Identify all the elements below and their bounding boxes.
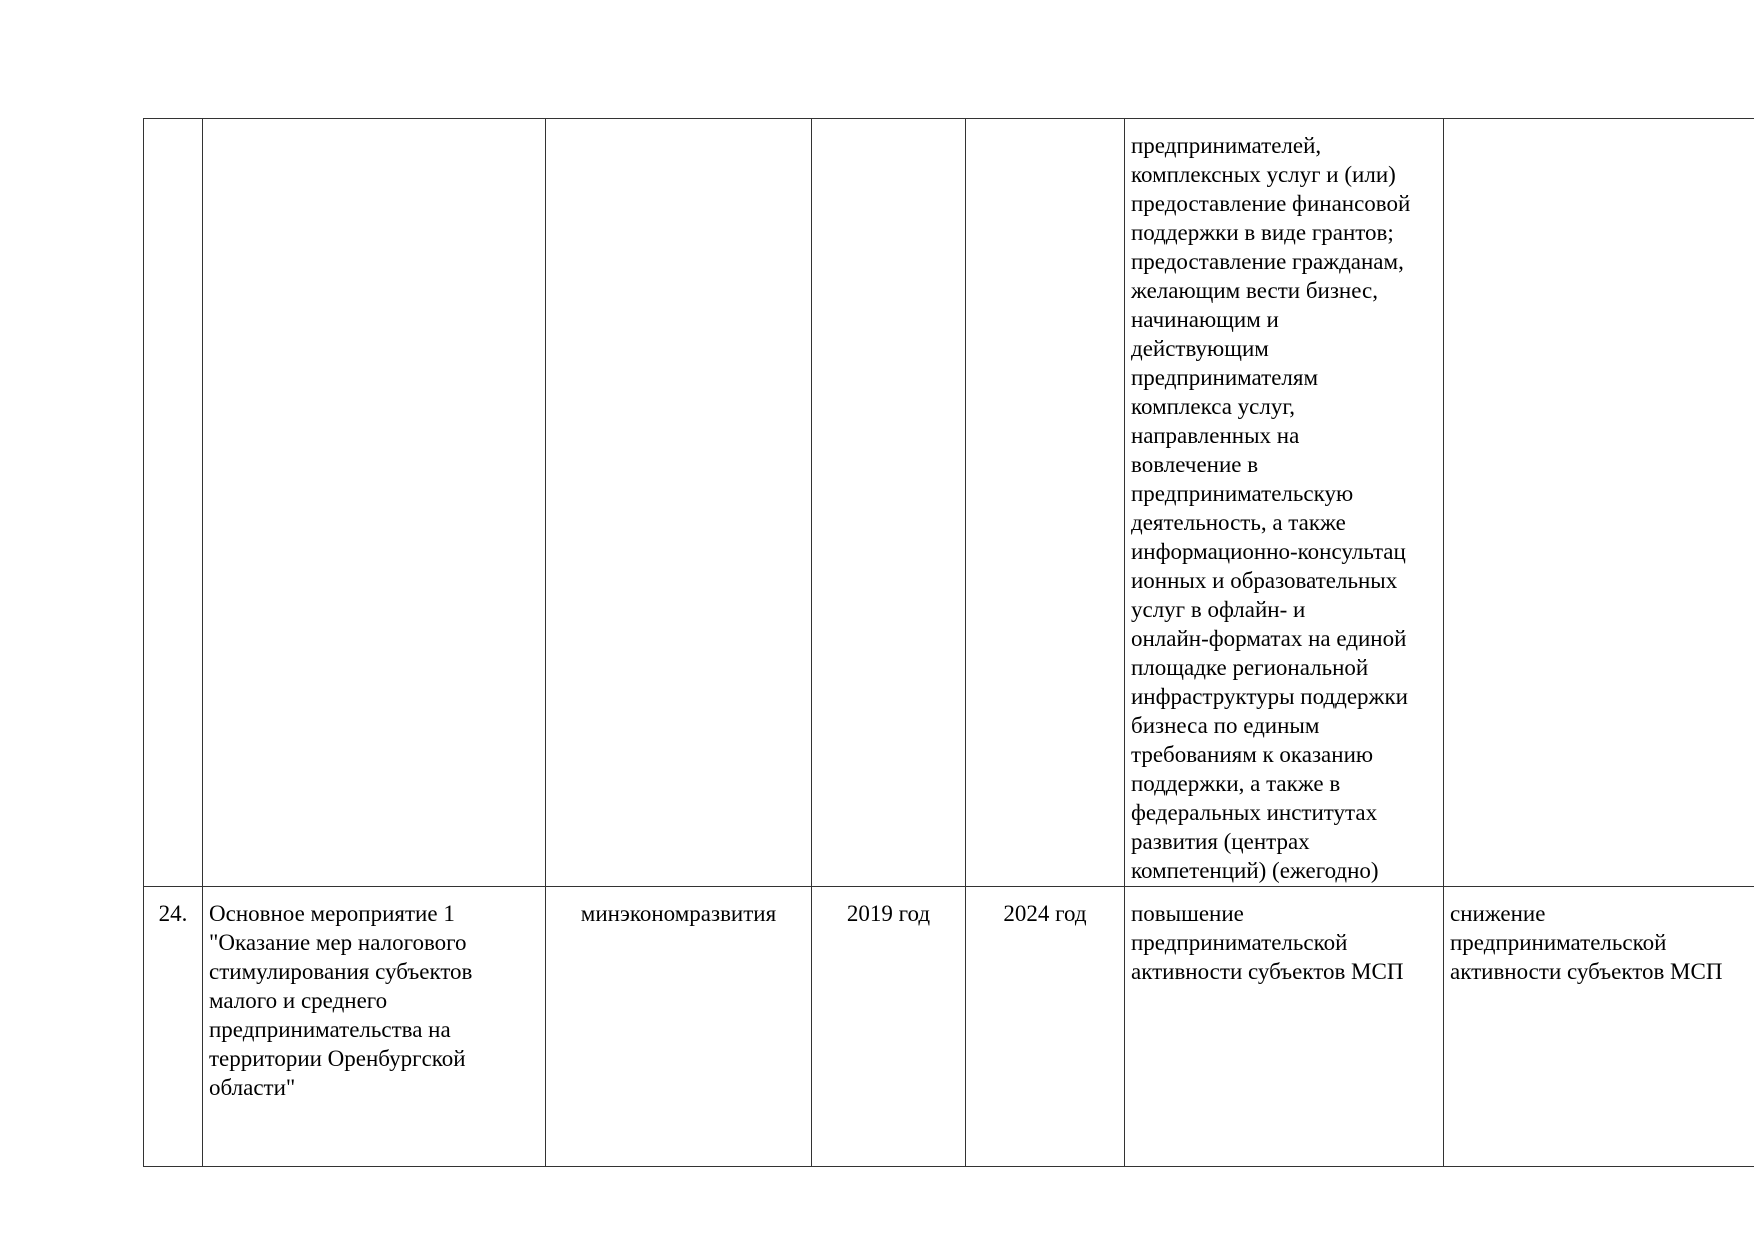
- measure-name: Основное мероприятие 1 "Оказание мер налогового стимулирования субъектов малого и среднего предпринимательства на территории Оренбургской области": [209, 901, 473, 1100]
- expected-result-cell: [1125, 119, 1444, 887]
- table-row: [144, 887, 1754, 1167]
- table-row: [144, 119, 1754, 887]
- row-number-cell: [144, 887, 203, 1167]
- expected-result-cell: [1125, 887, 1444, 1167]
- start-year-cell: [812, 887, 966, 1167]
- row-number: 24.: [158, 901, 188, 926]
- end-year-cell: [966, 119, 1125, 887]
- row-number-cell: [144, 119, 203, 887]
- end-year-cell: [966, 887, 1125, 1167]
- consequences: снижение предпринимательской активности субъектов МСП: [1450, 901, 1723, 984]
- end-year: 2024 год: [1003, 901, 1087, 926]
- start-year-cell: [812, 119, 966, 887]
- expected-result: предпринимателей, комплексных услуг и (или) предоставление финансовой поддержки в виде грантов; предоставление гражданам, желающим вести бизнес, начинающим и действующим предпринимателям комплекса услуг, направленных на вовлечение в предпринимательскую деятельность, а также информационно-консультац ионных и образовательных услуг в офлайн- и онлайн-форматах на единой площадке региональной инфраструктуры поддержки бизнеса по единым требованиям к оказанию поддержки, а также в федеральных институтах развития (центрах компетенций) (ежегодно): [1131, 133, 1411, 883]
- executor-cell: [546, 887, 812, 1167]
- measure-name-cell: [203, 119, 546, 887]
- consequences-cell: [1444, 887, 1754, 1167]
- expected-result: повышение предпринимательской активности субъектов МСП: [1131, 901, 1404, 984]
- consequences-cell: [1444, 119, 1754, 887]
- executor-cell: [546, 119, 812, 887]
- executor: минэкономразвития: [580, 901, 777, 926]
- measure-name-cell: [203, 887, 546, 1167]
- start-year: 2019 год: [846, 901, 931, 926]
- program-measures-table: [143, 118, 1754, 1167]
